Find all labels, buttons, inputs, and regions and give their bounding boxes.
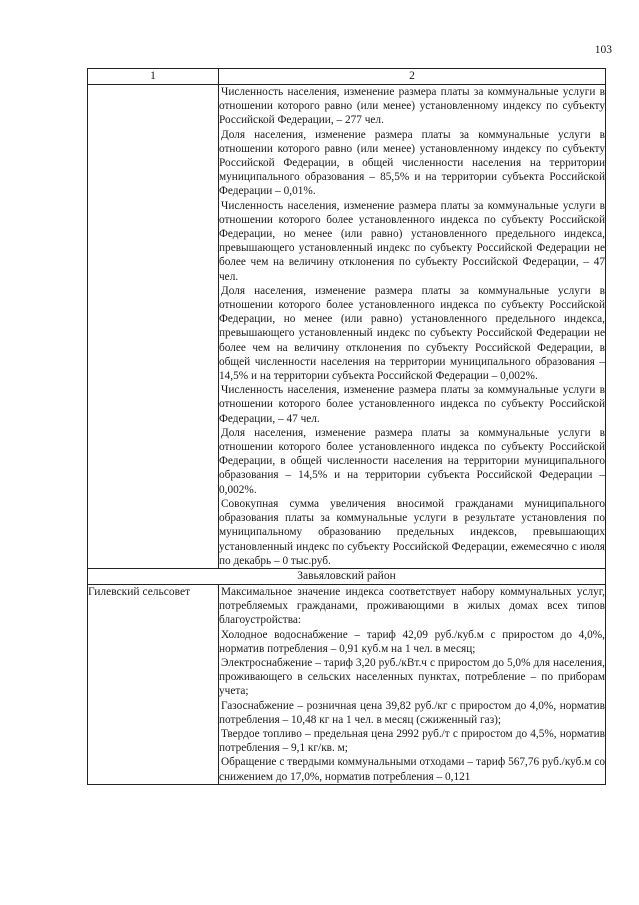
paragraph: Совокупная сумма увеличения вносимой гражданами муниципального образования платы за коммунальные услуги в результате установления по муниципальному образованию предельных индексов, превышающих установленный индекс по субъекту Российской Федерации, ежемесячно с июля по декабрь – 0 тыс.руб. [219,497,605,567]
paragraph: Доля населения, изменение размера платы за коммунальные услуги в отношении которого более установленного индекса по субъекту Российской Федерации, в общей численности населения на территории муниципального образования – 14,5% и на территории субъекта Российской Федерации – 0,002%. [219,426,605,496]
paragraph: Доля населения, изменение размера платы за коммунальные услуги в отношении которого равно (или менее) установленному индексу по субъекту Российской Федерации, в общей численности населения на территории муниципального образования – 85,5% и на территории субъекта Российской Федерации – 0,01%. [219,128,605,198]
region-title: Завьяловский район [88,568,606,584]
paragraph: Максимальное значение индекса соответствует набору коммунальных услуг, потребляемых гражданами, проживающими в жилых домах всех типов благоустройства: [219,585,605,627]
paragraph: Холодное водоснабжение – тариф 42,09 руб./куб.м с приростом до 4,0%, норматив потребления – 0,91 куб.м на 1 чел. в месяц; [219,628,605,655]
paragraph: Газоснабжение – розничная цена 39,82 руб./кг с приростом до 4,0%, норматив потребления – 10,48 кг на 1 чел. в месяц (сжиженный газ); [219,699,605,726]
header-col-2: 2 [219,69,606,85]
municipality-name: Гилевский сельсовет [88,584,219,784]
paragraph: Обращение с твердыми коммунальными отходами – тариф 567,76 руб./куб.м со снижением до 17,0%, норматив потребления – 0,121 [219,756,605,783]
page-number: 103 [594,44,612,56]
table-row [88,85,606,569]
table-header-row [88,69,606,85]
empty-cell [88,85,219,569]
region-row [88,568,606,584]
paragraph: Доля населения, изменение размера платы за коммунальные услуги в отношении которого более установленного индекса по субъекту Российской Федерации, но менее (или равно) установленного предельного индекса, превышающего установленный индекс по субъекту Российской Федерации не более чем на величину отклонения по субъекту Российской Федерации, в общей численности населения на территории муниципального образования – 14,5% и на территории субъекта Российской Федерации – 0,002%. [219,284,605,383]
table-row [88,584,606,784]
tariffs-cell [219,584,606,784]
paragraph: Электроснабжение – тариф 3,20 руб./кВт.ч с приростом до 5,0% для населения, проживающего в сельских населенных пунктах, потребление – по приборам учета; [219,656,605,698]
paragraph: Твердое топливо – предельная цена 2992 руб./т с приростом до 4,5%, норматив потребления – 9,1 кг/кв. м; [219,727,605,755]
document-table [87,68,606,785]
paragraph: Численность населения, изменение размера платы за коммунальные услуги в отношении которого равно (или менее) установленному индексу по субъекту Российской Федерации, – 277 чел. [219,86,605,127]
paragraph: Численность населения, изменение размера платы за коммунальные услуги в отношении которого более установленного индекса по субъекту Российской Федерации, но менее (или равно) установленного предельного индекса, превышающего установленный индекс по субъекту Российской Федерации не более чем на величину отклонения по субъекту Российской Федерации, – 47 чел. [219,199,605,283]
indicators-cell [219,85,606,569]
paragraph: Численность населения, изменение размера платы за коммунальные услуги в отношении которого более установленного индекса по субъекту Российской Федерации, – 47 чел. [219,384,605,425]
header-col-1: 1 [88,69,219,85]
